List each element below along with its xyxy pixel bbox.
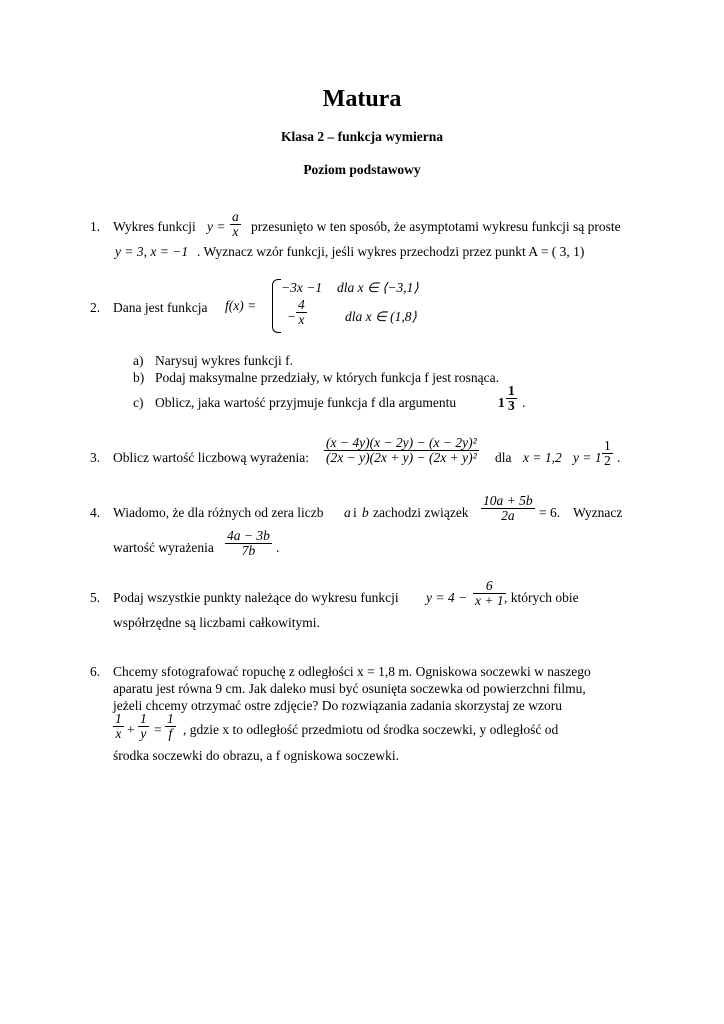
task3-number: 3. — [90, 450, 101, 465]
task3-y-num: 1 — [604, 438, 611, 453]
task6-line1: Chcemy sfotografować ropuchę z odległości x = 1,8 m. Ogniskowa soczewki w naszego — [113, 664, 591, 679]
task4-var-b: b — [362, 505, 369, 520]
task1-text-c: . Wyznacz wzór funkcji, jeśli wykres przechodzi przez punkt A = ( 3, 1) — [197, 244, 585, 259]
task4-var-a: a — [344, 505, 351, 520]
task4-i: i — [353, 505, 357, 520]
task2-case2-cond: dla x ∈ (1,8⟩ — [345, 309, 417, 324]
task2-c-num: 1 — [508, 383, 515, 398]
task2-brace — [272, 279, 281, 333]
task2-c-fraction — [506, 384, 517, 413]
task2-b-label: b) — [133, 370, 145, 385]
task6-frac2 — [138, 712, 149, 741]
task2-c-end: . — [522, 395, 526, 410]
task6-line2: aparatu jest równa 9 cm. Jak daleko musi być osunięta soczewka od powierzchni filmu, — [113, 681, 586, 696]
task6-number: 6. — [90, 664, 101, 679]
task3-x-val: x = 1,2 — [523, 450, 562, 465]
task4-number: 4. — [90, 505, 101, 520]
task6-f2-num: 1 — [140, 711, 147, 726]
page-subtitle: Klasa 2 – funkcja wymierna — [281, 129, 443, 144]
task6-line3: jeżeli chcemy otrzymać ostre zdjęcie? Do rozwiązania zadania skorzystaj ze wzoru — [113, 698, 563, 713]
task4-text-c: Wyznacz — [573, 505, 623, 520]
task4-fraction2 — [225, 529, 272, 558]
task4-text-d: wartość wyrażenia — [113, 540, 214, 555]
task2-c-whole: 1 — [498, 395, 505, 410]
task2-case2-den: x — [298, 312, 305, 328]
task4-fraction — [481, 494, 535, 523]
task1-frac-den: x — [232, 224, 239, 240]
task5-frac-num: 6 — [473, 579, 506, 594]
task2-case2-fraction — [296, 298, 307, 327]
task5-text-a: Podaj wszystkie punkty należące do wykresu funkcji — [113, 590, 399, 605]
task1-fraction — [230, 210, 241, 239]
task4-eq: = 6. — [539, 505, 561, 520]
task4-frac-den: 2a — [501, 508, 515, 524]
page-title: Matura — [322, 86, 402, 112]
task4-end: . — [276, 540, 280, 555]
task1-text-b: przesunięto w ten sposób, że asymptotami wykresu funkcji są proste — [251, 219, 621, 234]
task6-f2-den: y — [140, 726, 147, 742]
task2-b-text: Podaj maksymalne przedziały, w których funkcja f jest rosnąca. — [155, 370, 500, 385]
task1-asymptotes: y = 3, x = −1 — [115, 244, 189, 259]
task6-frac3 — [165, 712, 176, 741]
task2-number: 2. — [90, 300, 101, 315]
task5-text-c: współrzędne są liczbami całkowitymi. — [113, 615, 320, 630]
task2-case1-expr: −3x −1 — [281, 280, 323, 295]
task5-frac-den: x + 1 — [475, 593, 504, 609]
task2-fx: f(x) = — [225, 298, 257, 313]
task3-y-fraction — [602, 439, 613, 468]
task2-text: Dana jest funkcja — [113, 300, 208, 315]
task6-line4: , gdzie x to odległość przedmiotu od środka soczewki, y odległość od — [183, 722, 559, 737]
task3-dla: dla — [495, 450, 512, 465]
task2-a-text: Narysuj wykres funkcji f. — [155, 353, 293, 368]
task5-number: 5. — [90, 590, 101, 605]
task6-frac1 — [113, 712, 124, 741]
task3-y-den: 2 — [604, 453, 611, 469]
task1-text-a: Wykres funkcji — [113, 219, 196, 234]
task3-end: . — [617, 450, 621, 465]
task2-case2-num: 4 — [298, 297, 305, 312]
task6-eq: = — [154, 722, 162, 737]
task1-number: 1. — [90, 219, 101, 234]
task6-f1-num: 1 — [115, 711, 122, 726]
task1-y-eq: y = — [207, 219, 226, 234]
task2-a-label: a) — [133, 353, 144, 368]
task3-fraction — [324, 436, 479, 465]
task3-y-pre: y = 1 — [573, 450, 602, 465]
task2-c-label: c) — [133, 395, 144, 410]
task4-frac-num: 10a + 5b — [483, 493, 533, 508]
task6-f3-num: 1 — [167, 711, 174, 726]
task6-f3-den: f — [168, 726, 173, 742]
task4-frac2-num: 4a − 3b — [227, 528, 270, 543]
task3-expr-num: (x − 4y)(x − 2y) − (x − 2y)² — [326, 435, 477, 450]
task4-text-a: Wiadomo, że dla różnych od zera liczb — [113, 505, 324, 520]
task3-expr-den: (2x − y)(2x + y) − (2x + y)² — [326, 450, 477, 466]
task2-c-text: Oblicz, jaka wartość przyjmuje funkcja f dla argumentu — [155, 395, 457, 410]
task6-line5: środka soczewki do obrazu, a f ogniskowa soczewki. — [113, 748, 400, 763]
task6-f1-den: x — [115, 726, 122, 742]
task5-text-b: , których obie — [504, 590, 579, 605]
task2-case1-cond: dla x ∈ ⟨−3,1⟩ — [337, 280, 419, 295]
task2-case2-sign: − — [287, 309, 297, 324]
task5-y-eq: y = 4 − — [426, 590, 468, 605]
task3-text: Oblicz wartość liczbową wyrażenia: — [113, 450, 310, 465]
task4-text-b: zachodzi związek — [373, 505, 469, 520]
task5-fraction — [473, 579, 506, 608]
task2-c-den: 3 — [508, 398, 515, 414]
level-label: Poziom podstawowy — [303, 162, 421, 177]
task6-plus: + — [127, 722, 135, 737]
task1-frac-num: a — [232, 209, 239, 224]
task4-frac2-den: 7b — [241, 543, 256, 559]
